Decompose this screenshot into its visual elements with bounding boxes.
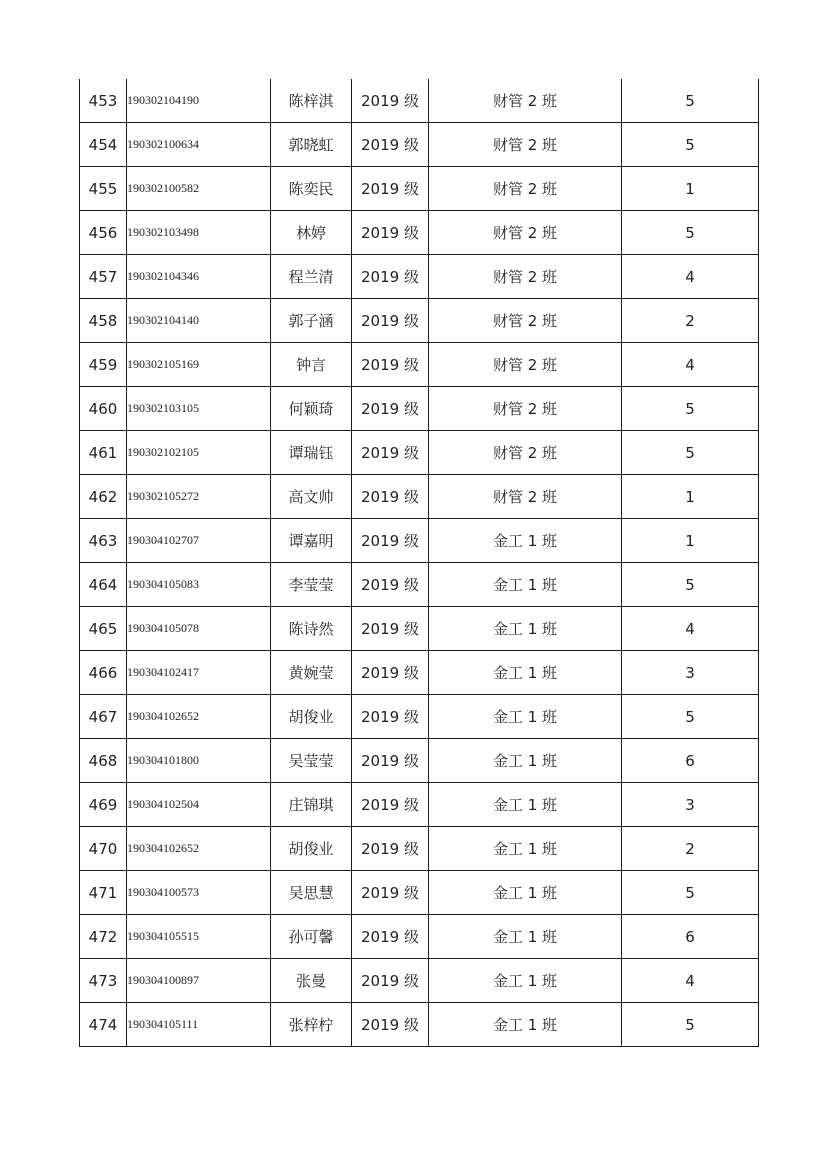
student-id-cell: 190302105169 bbox=[127, 343, 271, 387]
student-id-cell: 190304102707 bbox=[127, 519, 271, 563]
row-index-cell: 466 bbox=[80, 651, 127, 695]
grade-cell: 2019 级 bbox=[352, 651, 429, 695]
student-name-cell: 庄锦琪 bbox=[271, 783, 352, 827]
student-id-cell: 190304100897 bbox=[127, 959, 271, 1003]
student-name-cell: 胡俊业 bbox=[271, 695, 352, 739]
class-cell: 财管 2 班 bbox=[429, 167, 622, 211]
class-cell: 金工 1 班 bbox=[429, 783, 622, 827]
row-index-cell: 456 bbox=[80, 211, 127, 255]
count-cell: 6 bbox=[622, 915, 759, 959]
grade-cell: 2019 级 bbox=[352, 211, 429, 255]
table-row bbox=[80, 871, 759, 915]
table-row bbox=[80, 783, 759, 827]
row-index-cell: 467 bbox=[80, 695, 127, 739]
grade-cell: 2019 级 bbox=[352, 79, 429, 123]
class-cell: 金工 1 班 bbox=[429, 915, 622, 959]
count-cell: 2 bbox=[622, 827, 759, 871]
student-id-cell: 190304102504 bbox=[127, 783, 271, 827]
class-cell: 金工 1 班 bbox=[429, 739, 622, 783]
student-name-cell: 李莹莹 bbox=[271, 563, 352, 607]
table-row bbox=[80, 211, 759, 255]
count-cell: 5 bbox=[622, 1003, 759, 1047]
student-id-cell: 190304102652 bbox=[127, 827, 271, 871]
class-cell: 金工 1 班 bbox=[429, 695, 622, 739]
row-index-cell: 462 bbox=[80, 475, 127, 519]
student-name-cell: 陈奕民 bbox=[271, 167, 352, 211]
table-row bbox=[80, 343, 759, 387]
table-row bbox=[80, 827, 759, 871]
student-name-cell: 钟言 bbox=[271, 343, 352, 387]
row-index-cell: 457 bbox=[80, 255, 127, 299]
grade-cell: 2019 级 bbox=[352, 167, 429, 211]
grade-cell: 2019 级 bbox=[352, 431, 429, 475]
student-name-cell: 孙可馨 bbox=[271, 915, 352, 959]
student-id-cell: 190302104190 bbox=[127, 79, 271, 123]
grade-cell: 2019 级 bbox=[352, 695, 429, 739]
row-index-cell: 474 bbox=[80, 1003, 127, 1047]
table-row bbox=[80, 387, 759, 431]
count-cell: 4 bbox=[622, 343, 759, 387]
student-name-cell: 黄婉莹 bbox=[271, 651, 352, 695]
count-cell: 4 bbox=[622, 255, 759, 299]
table-row bbox=[80, 167, 759, 211]
class-cell: 财管 2 班 bbox=[429, 123, 622, 167]
class-cell: 财管 2 班 bbox=[429, 431, 622, 475]
student-id-cell: 190302105272 bbox=[127, 475, 271, 519]
student-id-cell: 190304101800 bbox=[127, 739, 271, 783]
student-name-cell: 程兰清 bbox=[271, 255, 352, 299]
student-name-cell: 吴思慧 bbox=[271, 871, 352, 915]
student-name-cell: 张梓柠 bbox=[271, 1003, 352, 1047]
class-cell: 财管 2 班 bbox=[429, 475, 622, 519]
student-name-cell: 谭瑞钰 bbox=[271, 431, 352, 475]
class-cell: 财管 2 班 bbox=[429, 343, 622, 387]
grade-cell: 2019 级 bbox=[352, 1003, 429, 1047]
count-cell: 1 bbox=[622, 167, 759, 211]
row-index-cell: 461 bbox=[80, 431, 127, 475]
grade-cell: 2019 级 bbox=[352, 255, 429, 299]
count-cell: 5 bbox=[622, 387, 759, 431]
grade-cell: 2019 级 bbox=[352, 123, 429, 167]
table-row bbox=[80, 959, 759, 1003]
class-cell: 金工 1 班 bbox=[429, 607, 622, 651]
row-index-cell: 453 bbox=[80, 79, 127, 123]
student-id-cell: 190302100582 bbox=[127, 167, 271, 211]
roster-body bbox=[80, 79, 759, 1047]
count-cell: 5 bbox=[622, 871, 759, 915]
student-roster-table bbox=[79, 79, 759, 1047]
student-id-cell: 190302104346 bbox=[127, 255, 271, 299]
student-id-cell: 190304102417 bbox=[127, 651, 271, 695]
table-row bbox=[80, 915, 759, 959]
grade-cell: 2019 级 bbox=[352, 871, 429, 915]
class-cell: 金工 1 班 bbox=[429, 959, 622, 1003]
student-id-cell: 190304105078 bbox=[127, 607, 271, 651]
table-row bbox=[80, 695, 759, 739]
student-name-cell: 何颖琦 bbox=[271, 387, 352, 431]
grade-cell: 2019 级 bbox=[352, 343, 429, 387]
count-cell: 1 bbox=[622, 519, 759, 563]
grade-cell: 2019 级 bbox=[352, 783, 429, 827]
class-cell: 金工 1 班 bbox=[429, 519, 622, 563]
table-row bbox=[80, 123, 759, 167]
row-index-cell: 464 bbox=[80, 563, 127, 607]
student-id-cell: 190302103498 bbox=[127, 211, 271, 255]
student-id-cell: 190302102105 bbox=[127, 431, 271, 475]
count-cell: 2 bbox=[622, 299, 759, 343]
class-cell: 财管 2 班 bbox=[429, 299, 622, 343]
student-name-cell: 陈梓淇 bbox=[271, 79, 352, 123]
student-id-cell: 190302103105 bbox=[127, 387, 271, 431]
table-row bbox=[80, 431, 759, 475]
table-row bbox=[80, 299, 759, 343]
row-index-cell: 472 bbox=[80, 915, 127, 959]
student-id-cell: 190304100573 bbox=[127, 871, 271, 915]
row-index-cell: 454 bbox=[80, 123, 127, 167]
class-cell: 金工 1 班 bbox=[429, 563, 622, 607]
class-cell: 金工 1 班 bbox=[429, 1003, 622, 1047]
grade-cell: 2019 级 bbox=[352, 299, 429, 343]
table-row bbox=[80, 79, 759, 123]
student-id-cell: 190302100634 bbox=[127, 123, 271, 167]
row-index-cell: 469 bbox=[80, 783, 127, 827]
class-cell: 财管 2 班 bbox=[429, 387, 622, 431]
grade-cell: 2019 级 bbox=[352, 827, 429, 871]
table-row bbox=[80, 739, 759, 783]
student-name-cell: 胡俊业 bbox=[271, 827, 352, 871]
student-name-cell: 林婷 bbox=[271, 211, 352, 255]
count-cell: 5 bbox=[622, 211, 759, 255]
student-name-cell: 郭子涵 bbox=[271, 299, 352, 343]
class-cell: 金工 1 班 bbox=[429, 827, 622, 871]
table-row bbox=[80, 563, 759, 607]
count-cell: 6 bbox=[622, 739, 759, 783]
table-row bbox=[80, 607, 759, 651]
count-cell: 4 bbox=[622, 607, 759, 651]
count-cell: 5 bbox=[622, 79, 759, 123]
count-cell: 4 bbox=[622, 959, 759, 1003]
student-name-cell: 谭嘉明 bbox=[271, 519, 352, 563]
student-id-cell: 190304105111 bbox=[127, 1003, 271, 1047]
table-row bbox=[80, 651, 759, 695]
grade-cell: 2019 级 bbox=[352, 607, 429, 651]
class-cell: 金工 1 班 bbox=[429, 871, 622, 915]
grade-cell: 2019 级 bbox=[352, 475, 429, 519]
count-cell: 5 bbox=[622, 123, 759, 167]
student-id-cell: 190304105515 bbox=[127, 915, 271, 959]
student-name-cell: 张曼 bbox=[271, 959, 352, 1003]
student-id-cell: 190304105083 bbox=[127, 563, 271, 607]
student-id-cell: 190304102652 bbox=[127, 695, 271, 739]
class-cell: 财管 2 班 bbox=[429, 255, 622, 299]
row-index-cell: 455 bbox=[80, 167, 127, 211]
student-name-cell: 高文帅 bbox=[271, 475, 352, 519]
row-index-cell: 460 bbox=[80, 387, 127, 431]
count-cell: 1 bbox=[622, 475, 759, 519]
count-cell: 5 bbox=[622, 431, 759, 475]
count-cell: 5 bbox=[622, 695, 759, 739]
row-index-cell: 473 bbox=[80, 959, 127, 1003]
row-index-cell: 465 bbox=[80, 607, 127, 651]
row-index-cell: 470 bbox=[80, 827, 127, 871]
class-cell: 金工 1 班 bbox=[429, 651, 622, 695]
grade-cell: 2019 级 bbox=[352, 915, 429, 959]
row-index-cell: 458 bbox=[80, 299, 127, 343]
row-index-cell: 459 bbox=[80, 343, 127, 387]
grade-cell: 2019 级 bbox=[352, 563, 429, 607]
row-index-cell: 471 bbox=[80, 871, 127, 915]
count-cell: 3 bbox=[622, 783, 759, 827]
count-cell: 3 bbox=[622, 651, 759, 695]
student-id-cell: 190302104140 bbox=[127, 299, 271, 343]
grade-cell: 2019 级 bbox=[352, 739, 429, 783]
table-row bbox=[80, 255, 759, 299]
table-row bbox=[80, 475, 759, 519]
grade-cell: 2019 级 bbox=[352, 959, 429, 1003]
grade-cell: 2019 级 bbox=[352, 387, 429, 431]
student-name-cell: 陈诗然 bbox=[271, 607, 352, 651]
table-row bbox=[80, 519, 759, 563]
student-name-cell: 郭晓虹 bbox=[271, 123, 352, 167]
row-index-cell: 463 bbox=[80, 519, 127, 563]
student-name-cell: 吴莹莹 bbox=[271, 739, 352, 783]
class-cell: 财管 2 班 bbox=[429, 211, 622, 255]
table-row bbox=[80, 1003, 759, 1047]
class-cell: 财管 2 班 bbox=[429, 79, 622, 123]
grade-cell: 2019 级 bbox=[352, 519, 429, 563]
count-cell: 5 bbox=[622, 563, 759, 607]
row-index-cell: 468 bbox=[80, 739, 127, 783]
